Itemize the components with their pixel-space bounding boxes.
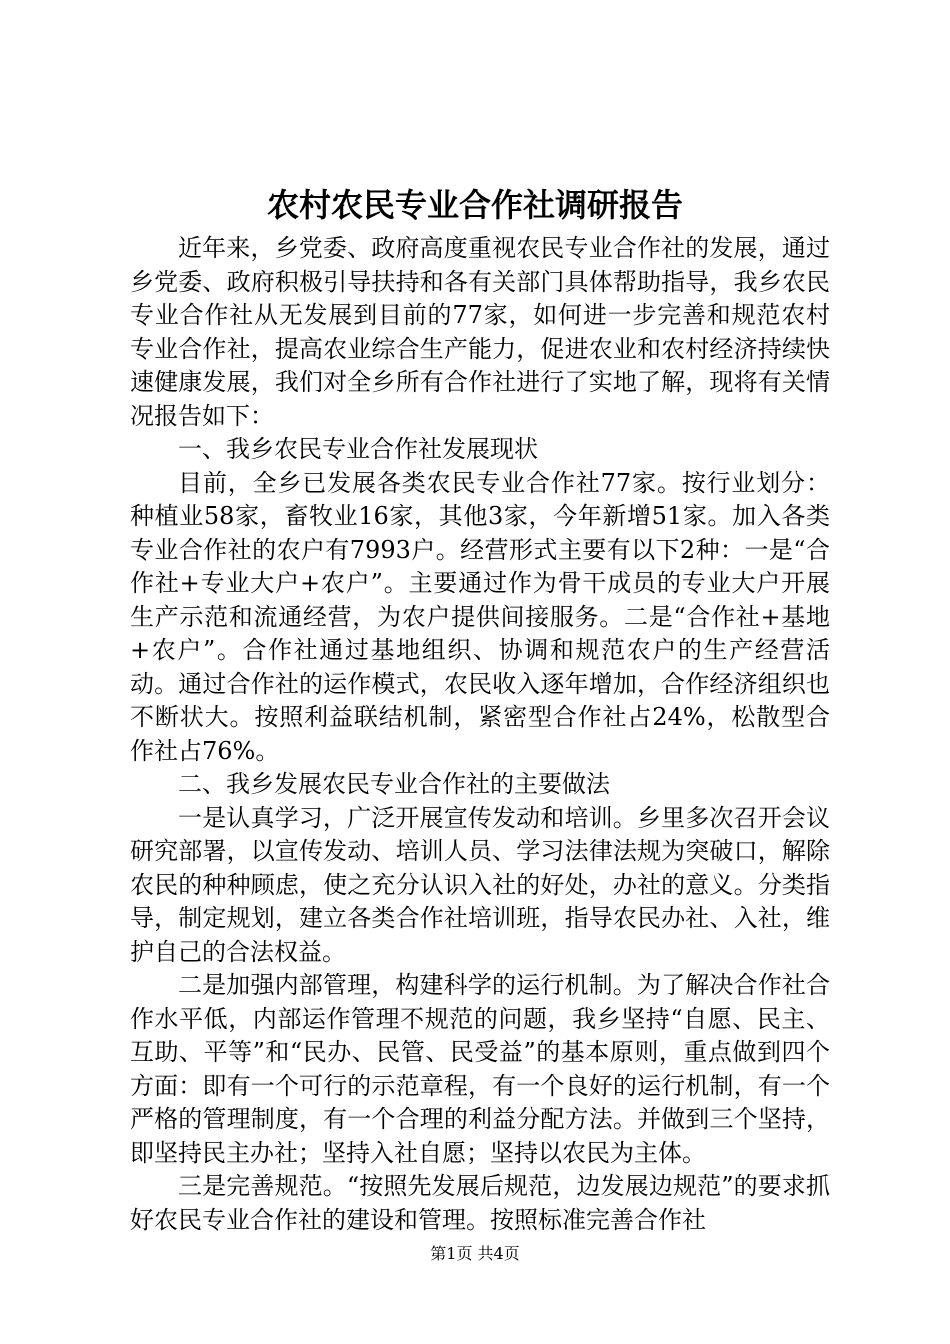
paragraph-measure-3: 三是完善规范。“按照先发展后规范，边发展边规范”的要求抓好农民专业合作社的建设和管理。按照标准完善合作社 xyxy=(130,1172,830,1234)
paragraph-status: 目前，全乡已发展各类农民专业合作社77家。按行业划分：种植业58家，畜牧业16家，其他3家，今年新增51家。加入各类专业合作社的农户有7993户。经营形式主要有以下2种：一是“合作社+专业大户+农户”。主要通过作为骨干成员的专业大户开展生产示范和流通经营，为农户提供间接服务。二是“合作社+基地+农户”。合作社通过基地组织、协调和规范农户的生产经营活动。通过合作社的运作模式，农民收入逐年增加，合作经济组织也不断状大。按照利益联结机制，紧密型合作社占24%，松散型合作社占76%。 xyxy=(130,468,830,765)
section-heading-1: 一、我乡农民专业合作社发展现状 xyxy=(178,435,538,463)
paragraph-measure-2: 二是加强内部管理，构建科学的运行机制。为了解决合作社合作水平低，内部运作管理不规范的问题，我乡坚持“自愿、民主、互助、平等”和“民办、民管、民受益”的基本原则，重点做到四个方面：即有一个可行的示范章程，有一个良好的运行机制，有一个严格的管理制度，有一个合理的利益分配方法。并做到三个坚持，即坚持民主办社；坚持入社自愿；坚持以农民为主体。 xyxy=(130,971,830,1167)
document-body xyxy=(130,232,830,1237)
paragraph-intro: 近年来，乡党委、政府高度重视农民专业合作社的发展，通过乡党委、政府积极引导扶持和各有关部门具体帮助指导，我乡农民专业合作社从无发展到目前的77家，如何进一步完善和规范农村专业合作社，提高农业综合生产能力，促进农业和农村经济持续快速健康发展，我们对全乡所有合作社进行了实地了解，现将有关情况报告如下： xyxy=(130,234,830,430)
document-title: 农村农民专业合作社调研报告 xyxy=(266,186,683,224)
page-number: 第1页 共4页 xyxy=(430,1244,520,1263)
paragraph-measure-1: 一是认真学习，广泛开展宣传发动和培训。乡里多次召开会议研究部署，以宣传发动、培训人员、学习法律法规为突破口，解除农民的种种顾虑，使之充分认识入社的好处，办社的意义。分类指导，制定规划，建立各类合作社培训班，指导农民办社、入社，维护自己的合法权益。 xyxy=(130,803,830,966)
section-heading-2: 二、我乡发展农民专业合作社的主要做法 xyxy=(178,770,610,798)
